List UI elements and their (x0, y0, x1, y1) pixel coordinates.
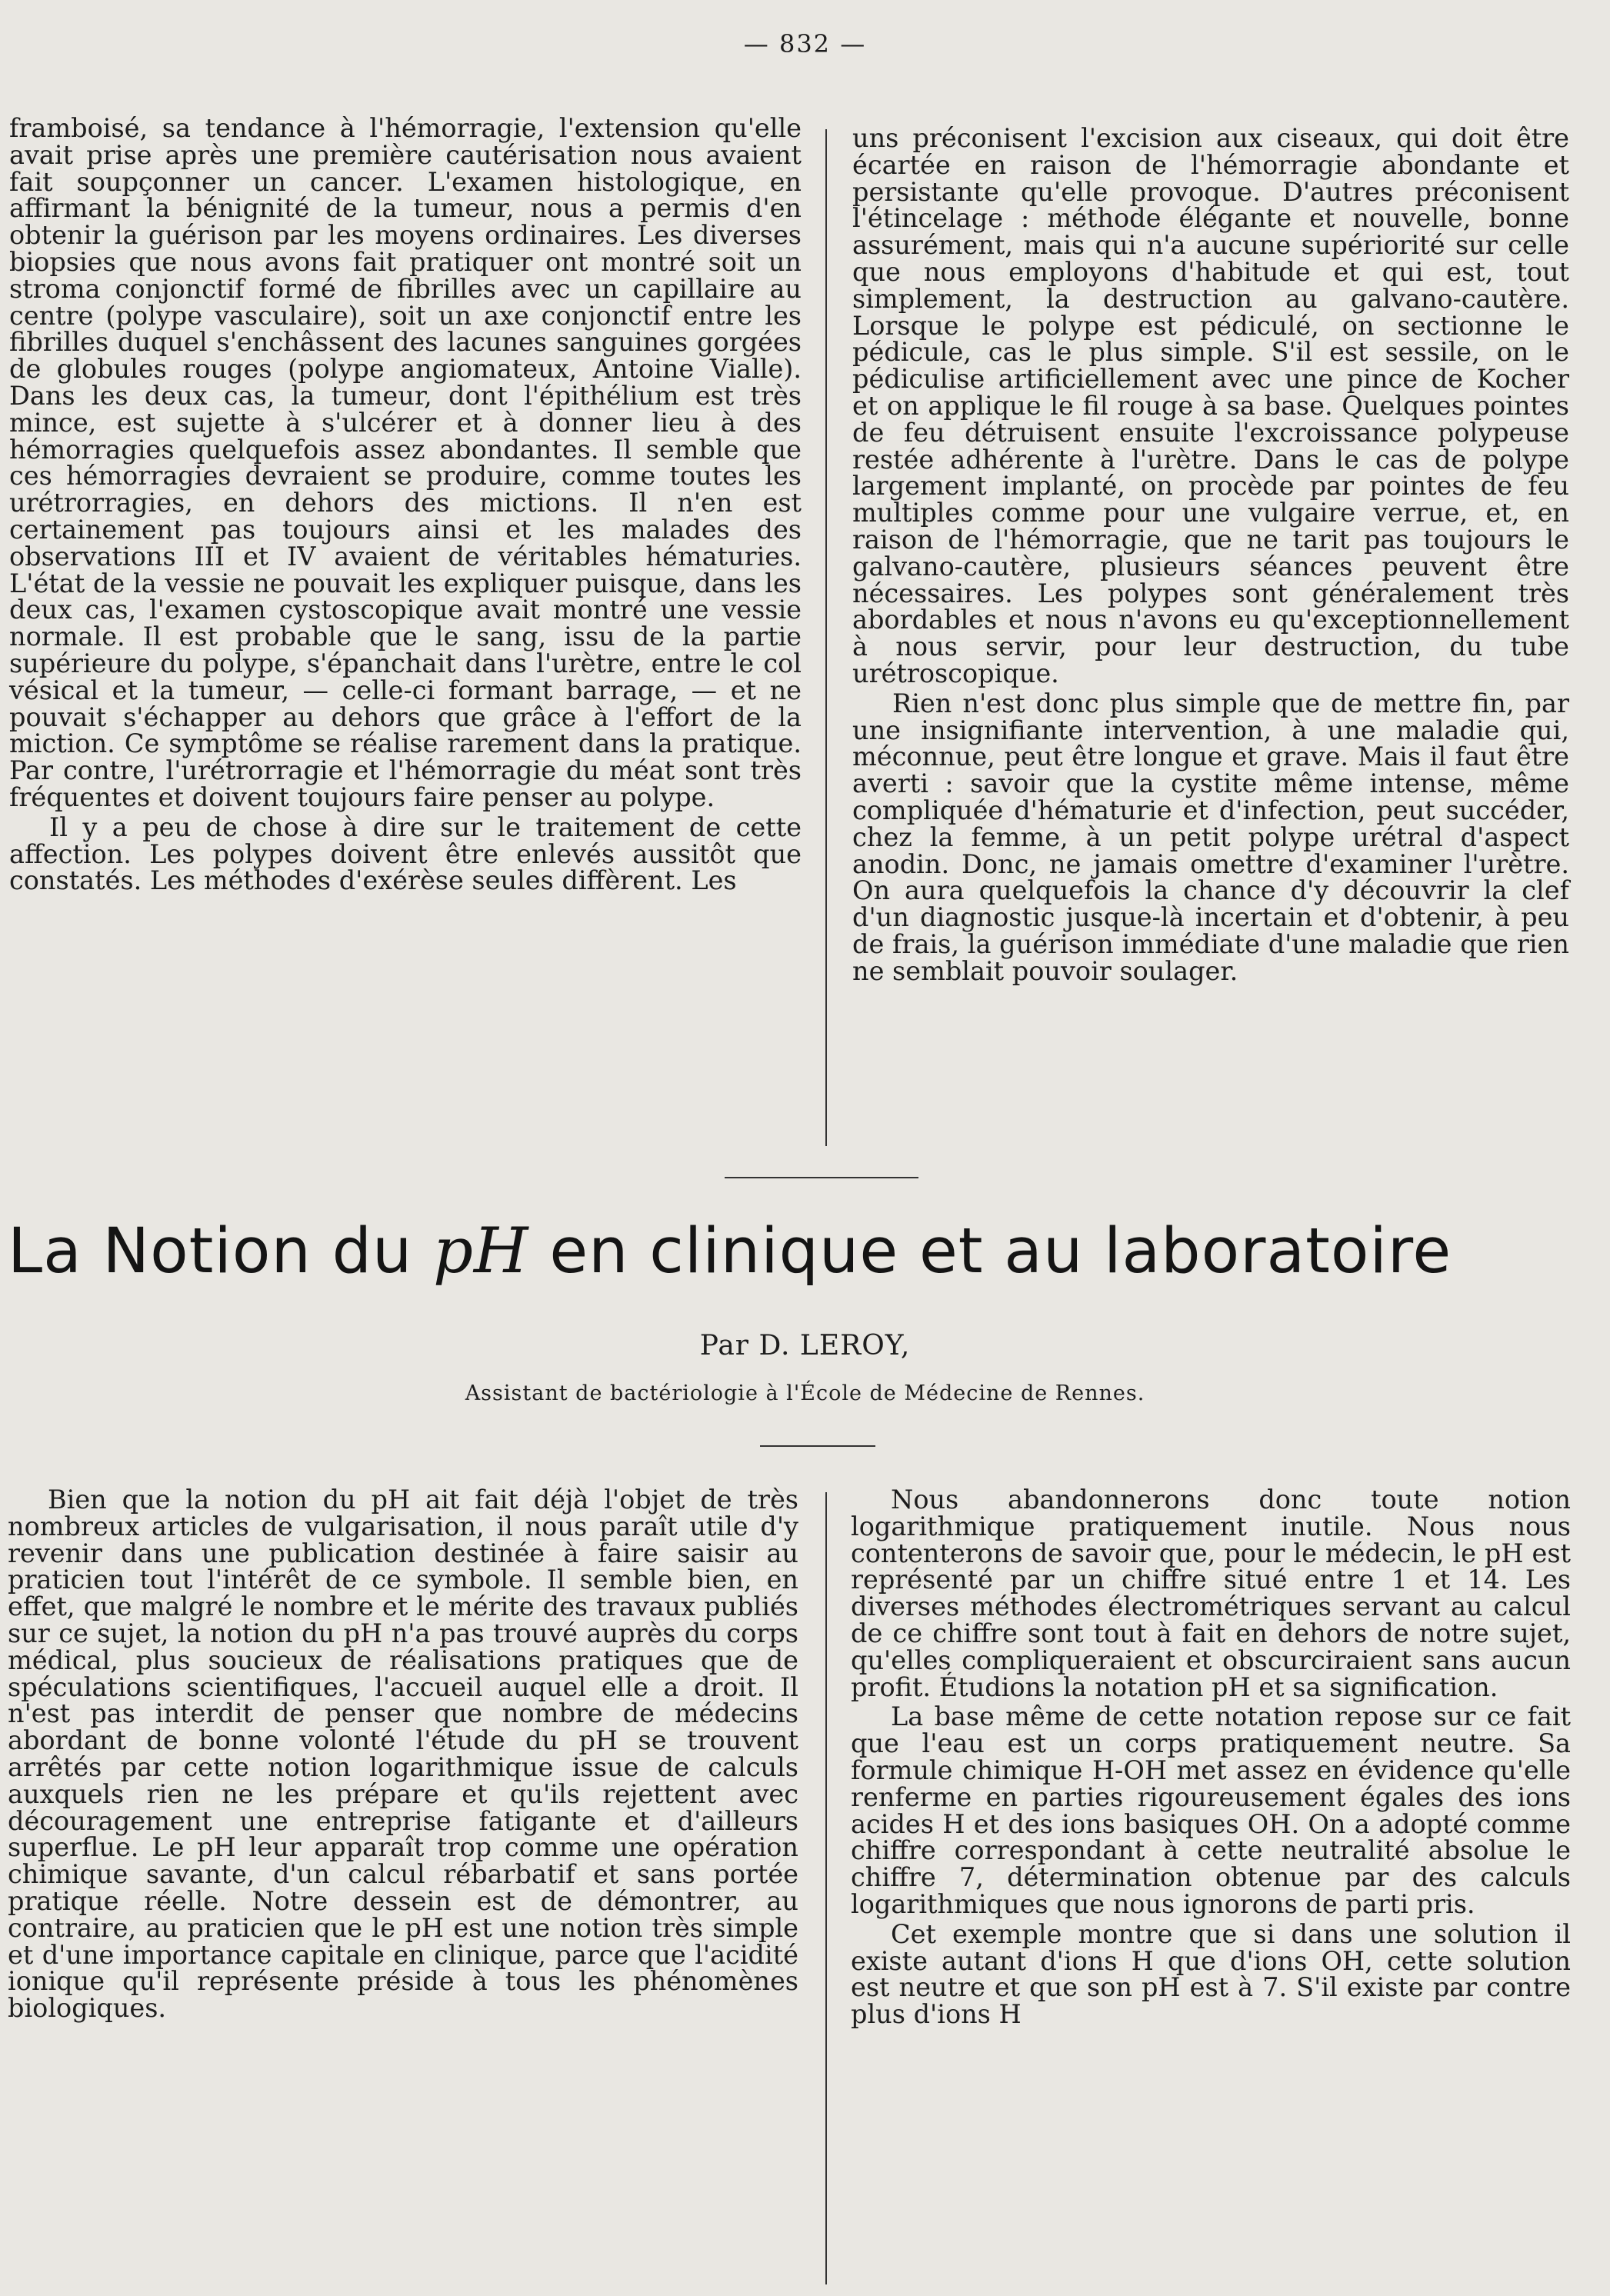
paragraph: Rien n'est donc plus simple que de mettre fin, par une insignifiante intervention, à une maladie qui, méconnue, peut être longue et grave. Mais il faut être averti : savoir que la cystite même intense, même compliquée d'hématurie et d'infection, peut succéder, chez la femme, à un petit polype urétral d'aspect anodin. Donc, ne jamais omettre d'examiner l'urètre. On aura quelquefois la chance d'y découvrir la clef d'un diagnostic jusque-là incertain et d'obtenir, à peu de frais, la guérison immédiate d'une maladie que rien ne semblait pouvoir soulager. (852, 688, 1569, 986)
article-title (8, 1215, 1608, 1288)
previous-article-right-column (852, 125, 1569, 985)
paragraph: La base même de cette notation repose sur ce fait que l'eau est un corps pratiquement neutre. Sa formule chimique H-OH met assez en évidence qu'elle renferme en parties rigoureusement égales des ions acides H et des ions basiques OH. On a adopté comme chiffre correspondant à cette neutralité absolue le chiffre 7, détermination obtenue par des calculs logarithmiques que nous ignorons de parti pris. (851, 1701, 1571, 1919)
previous-article-left-column (9, 115, 802, 895)
article-left-column (8, 1487, 798, 2022)
title-text: en clinique et au laboratoire (528, 1215, 1452, 1288)
author-affiliation: Assistant de bactériologie à l'École de Médecine de Rennes. (465, 1381, 1145, 1405)
title-separator (760, 1445, 875, 1447)
title-text: La Notion du (8, 1215, 434, 1288)
paragraph: Bien que la notion du pH ait fait déjà l'objet de très nombreux articles de vulgarisation, il nous paraît utile d'y revenir dans une publication destinée à faire saisir au praticien tout l'intérêt de ce symbole. Il semble bien, en effet, que malgré le nombre et le mérite des travaux publiés sur ce sujet, la notion du pH n'a pas trouvé auprès du corps médical, plus soucieux de réalisations pratiques que de spéculations scientifiques, l'accueil auquel elle a droit. Il n'est pas interdit de penser que nombre de médecins abordant de bonne volonté l'étude du pH se trouvent arrêtés par cette notion logarithmique issue de calculs auxquels rien ne les prépare et qu'ils rejettent avec découragement une entreprise fatigante et d'ailleurs superflue. Le pH leur apparaît trop comme une opération chimique savante, d'un calcul rébarbatif et sans portée pratique réelle. Notre dessein est de démontrer, au contraire, au praticien que le pH est une notion très simple et d'une importance capitale en clinique, parce que l'acidité ionique qu'il représente préside à tous les phénomènes biologiques. (8, 1485, 798, 2024)
column-divider (825, 1492, 827, 2284)
author-byline: Par D. LEROY, (699, 1330, 911, 1361)
paragraph: Nous abandonnerons donc toute notion logarithmique pratiquement inutile. Nous nous contenterons de savoir que, pour le médecin, le pH est représenté par un chiffre situé entre 1 et 14. Les diverses méthodes électrométriques servant au calcul de ce chiffre sont tout à fait en dehors de notre sujet, qu'elles compliqueraient et obscurciraient sans aucun profit. Étudions la notation pH et sa signification. (851, 1485, 1571, 1702)
article-right-column (851, 1487, 1571, 2028)
paragraph: uns préconisent l'excision aux ciseaux, qui doit être écartée en raison de l'hémorragie abondante et persistante qu'elle provoque. D'autres préconisent l'étincelage : méthode élégante et nouvelle, bonne assurément, mais qui n'a aucune supériorité sur celle que nous employons d'habitude et qui est, tout simplement, la destruction au galvano-cautère. Lorsque le polype est pédiculé, on sectionne le pédicule, cas le plus simple. S'il est sessile, on le pédiculise artificiellement avec une pince de Kocher et on applique le fil rouge à sa base. Quelques pointes de feu détruisent ensuite l'excroissance polypeuse restée adhérente à l'urètre. Dans le cas de polype largement implanté, on procède par pointes de feu multiples comme pour une vulgaire verrue, et, en raison de l'hémorragie, que ne tarit pas toujours le galvano-cautère, plusieurs séances peuvent être nécessaires. Les polypes sont généralement très abordables et nous n'avons eu qu'exceptionnellement à nous servir, pour leur destruction, du tube urétroscopique. (852, 123, 1569, 688)
column-divider (825, 129, 827, 1146)
paragraph: Il y a peu de chose à dire sur le traitement de cette affection. Les polypes doivent être enlevés aussitôt que constatés. Les méthodes d'exérèse seules diffèrent. Les (9, 811, 802, 896)
paragraph: Cet exemple montre que si dans une solution il existe autant d'ions H que d'ions OH, cette solution est neutre et que son pH est à 7. S'il existe par contre plus d'ions H (851, 1918, 1571, 2030)
paragraph: framboisé, sa tendance à l'hémorragie, l'extension qu'elle avait prise après une première cautérisation nous avaient fait soupçonner un cancer. L'examen histologique, en affirmant la bénignité de la tumeur, nous a permis d'en obtenir la guérison par les moyens ordinaires. Les diverses biopsies que nous avons fait pratiquer ont montré soit un stroma conjonctif formé de fibrilles avec un capillaire au centre (polype vasculaire), soit un axe conjonctif entre les fibrilles duquel s'enchâssent des lacunes sanguines gorgées de globules rouges (polype angiomateux, Antoine Vialle). Dans les deux cas, la tumeur, dont l'épithélium est très mince, est sujette à s'ulcérer et à donner lieu à des hémorragies quelquefois assez abondantes. Il semble que ces hémorragies devraient se produire, comme toutes les urétrorragies, en dehors des mictions. Il n'en est certainement pas toujours ainsi et les malades des observations III et IV avaient de véritables hématuries. L'état de la vessie ne pouvait les expliquer puisque, dans les deux cas, l'examen cystoscopique avait montré une vessie normale. Il est probable que le sang, issu de la partie supérieure du polype, s'épanchait dans l'urètre, entre le col vésical et la tumeur, — celle-ci formant barrage, — et ne pouvait s'échapper au dehors que grâce à l'effort de la miction. Ce symptôme se réalise rarement dans la pratique. Par contre, l'urétrorragie et l'hémorragie du méat sont très fréquentes et doivent toujours faire penser au polype. (9, 113, 802, 812)
section-separator (725, 1177, 918, 1178)
title-ph: pH (433, 1215, 529, 1288)
page-number: — 832 — (743, 29, 867, 58)
